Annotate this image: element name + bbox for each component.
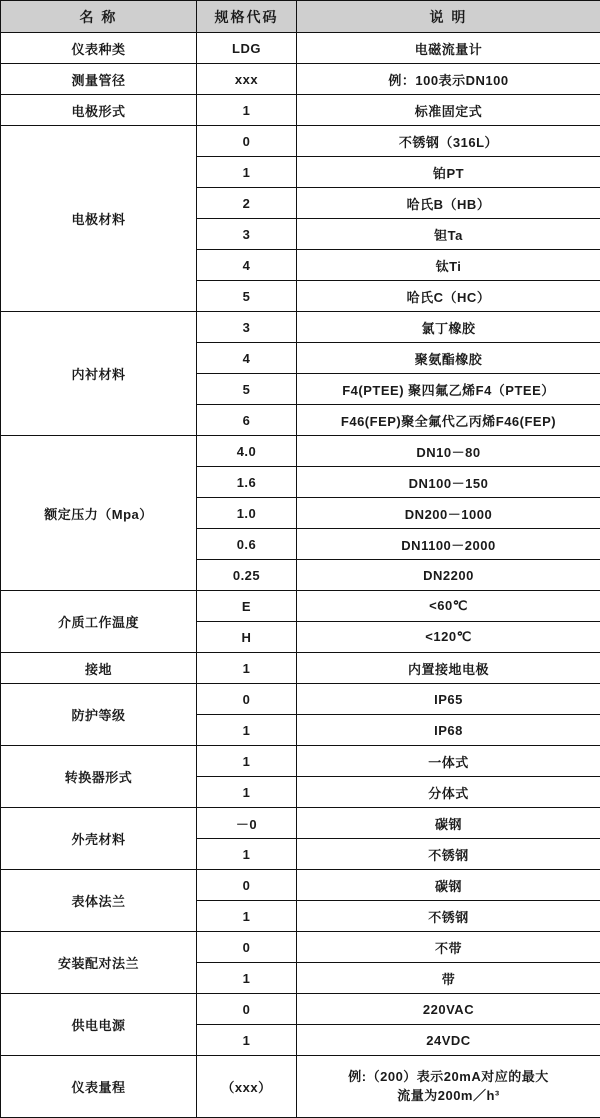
row-name: 介质工作温度 xyxy=(1,591,197,653)
row-description: 不锈钢 xyxy=(297,839,600,870)
row-code: 1 xyxy=(197,746,297,777)
table-header xyxy=(1,1,600,33)
table-row xyxy=(1,1056,600,1118)
row-description: DN1100－2000 xyxy=(297,529,600,560)
row-code: 1 xyxy=(197,715,297,746)
row-code: 1 xyxy=(197,777,297,808)
row-description: 碳钢 xyxy=(297,808,600,839)
row-description: 聚氨酯橡胶 xyxy=(297,343,600,374)
row-description: <60℃ xyxy=(297,591,600,622)
row-code: H xyxy=(197,622,297,653)
row-code: 0 xyxy=(197,684,297,715)
row-code: LDG xyxy=(197,33,297,64)
row-code: 1 xyxy=(197,1025,297,1056)
table-row xyxy=(1,436,600,467)
table-row xyxy=(1,312,600,343)
row-code: 6 xyxy=(197,405,297,436)
row-name: 电极材料 xyxy=(1,126,197,312)
table-row xyxy=(1,653,600,684)
table-row xyxy=(1,64,600,95)
row-description: <120℃ xyxy=(297,622,600,653)
table-row xyxy=(1,870,600,901)
row-description: F4(PTEE) 聚四氟乙烯F4（PTEE） xyxy=(297,374,600,405)
row-code: 1 xyxy=(197,95,297,126)
row-code: 1 xyxy=(197,653,297,684)
row-code: 1 xyxy=(197,963,297,994)
row-description: 哈氏C（HC） xyxy=(297,281,600,312)
row-name: 内衬材料 xyxy=(1,312,197,436)
row-code: 2 xyxy=(197,188,297,219)
row-description: DN200－1000 xyxy=(297,498,600,529)
row-description: 不锈钢（316L） xyxy=(297,126,600,157)
row-description: 标准固定式 xyxy=(297,95,600,126)
row-description: 24VDC xyxy=(297,1025,600,1056)
header-code: 规格代码 xyxy=(197,1,297,33)
row-code: 0.25 xyxy=(197,560,297,591)
row-description: 内置接地电极 xyxy=(297,653,600,684)
table-row xyxy=(1,808,600,839)
row-code: 1.0 xyxy=(197,498,297,529)
row-description: 电磁流量计 xyxy=(297,33,600,64)
row-code: 0 xyxy=(197,994,297,1025)
row-name: 供电电源 xyxy=(1,994,197,1056)
row-code: 0 xyxy=(197,126,297,157)
row-description: 带 xyxy=(297,963,600,994)
row-code: 4 xyxy=(197,250,297,281)
row-description: 220VAC xyxy=(297,994,600,1025)
row-name: 转换器形式 xyxy=(1,746,197,808)
row-description: 分体式 xyxy=(297,777,600,808)
row-name: 安装配对法兰 xyxy=(1,932,197,994)
table-row xyxy=(1,95,600,126)
row-code: E xyxy=(197,591,297,622)
row-code: 0 xyxy=(197,932,297,963)
row-code: （xxx） xyxy=(197,1056,297,1118)
row-name: 额定压力（Mpa） xyxy=(1,436,197,591)
table-row xyxy=(1,746,600,777)
row-description: 不锈钢 xyxy=(297,901,600,932)
row-code: 0 xyxy=(197,870,297,901)
table-row xyxy=(1,33,600,64)
row-description: DN10－80 xyxy=(297,436,600,467)
row-code: 4 xyxy=(197,343,297,374)
row-name: 外壳材料 xyxy=(1,808,197,870)
header-description: 说 明 xyxy=(297,1,600,33)
row-code: 1 xyxy=(197,901,297,932)
table-body xyxy=(1,33,600,1118)
row-description: DN100－150 xyxy=(297,467,600,498)
table-row xyxy=(1,591,600,622)
row-code: 5 xyxy=(197,281,297,312)
row-description: 不带 xyxy=(297,932,600,963)
row-name: 接地 xyxy=(1,653,197,684)
header-row xyxy=(1,1,600,33)
row-name: 仪表种类 xyxy=(1,33,197,64)
row-description: 哈氏B（HB） xyxy=(297,188,600,219)
row-description: 一体式 xyxy=(297,746,600,777)
row-description: IP65 xyxy=(297,684,600,715)
row-description: 钛Ti xyxy=(297,250,600,281)
row-code: 1 xyxy=(197,157,297,188)
row-code: xxx xyxy=(197,64,297,95)
row-name: 表体法兰 xyxy=(1,870,197,932)
row-code: －0 xyxy=(197,808,297,839)
row-name: 防护等级 xyxy=(1,684,197,746)
row-description: 例:（200）表示20mA对应的最大 流量为200m／h³ xyxy=(297,1056,600,1118)
row-description: 例：100表示DN100 xyxy=(297,64,600,95)
row-description: F46(FEP)聚全氟代乙丙烯F46(FEP) xyxy=(297,405,600,436)
row-description: 铂PT xyxy=(297,157,600,188)
row-code: 3 xyxy=(197,312,297,343)
row-code: 5 xyxy=(197,374,297,405)
row-name: 测量管径 xyxy=(1,64,197,95)
row-code: 0.6 xyxy=(197,529,297,560)
table-row xyxy=(1,684,600,715)
row-code: 1 xyxy=(197,839,297,870)
row-description: 氯丁橡胶 xyxy=(297,312,600,343)
row-code: 4.0 xyxy=(197,436,297,467)
row-code: 1.6 xyxy=(197,467,297,498)
row-code: 3 xyxy=(197,219,297,250)
row-description: DN2200 xyxy=(297,560,600,591)
row-name: 电极形式 xyxy=(1,95,197,126)
row-description: 碳钢 xyxy=(297,870,600,901)
table-row xyxy=(1,994,600,1025)
header-name: 名 称 xyxy=(1,1,197,33)
row-description: 钽Ta xyxy=(297,219,600,250)
row-description: IP68 xyxy=(297,715,600,746)
table-row xyxy=(1,126,600,157)
row-name: 仪表量程 xyxy=(1,1056,197,1118)
table-row xyxy=(1,932,600,963)
